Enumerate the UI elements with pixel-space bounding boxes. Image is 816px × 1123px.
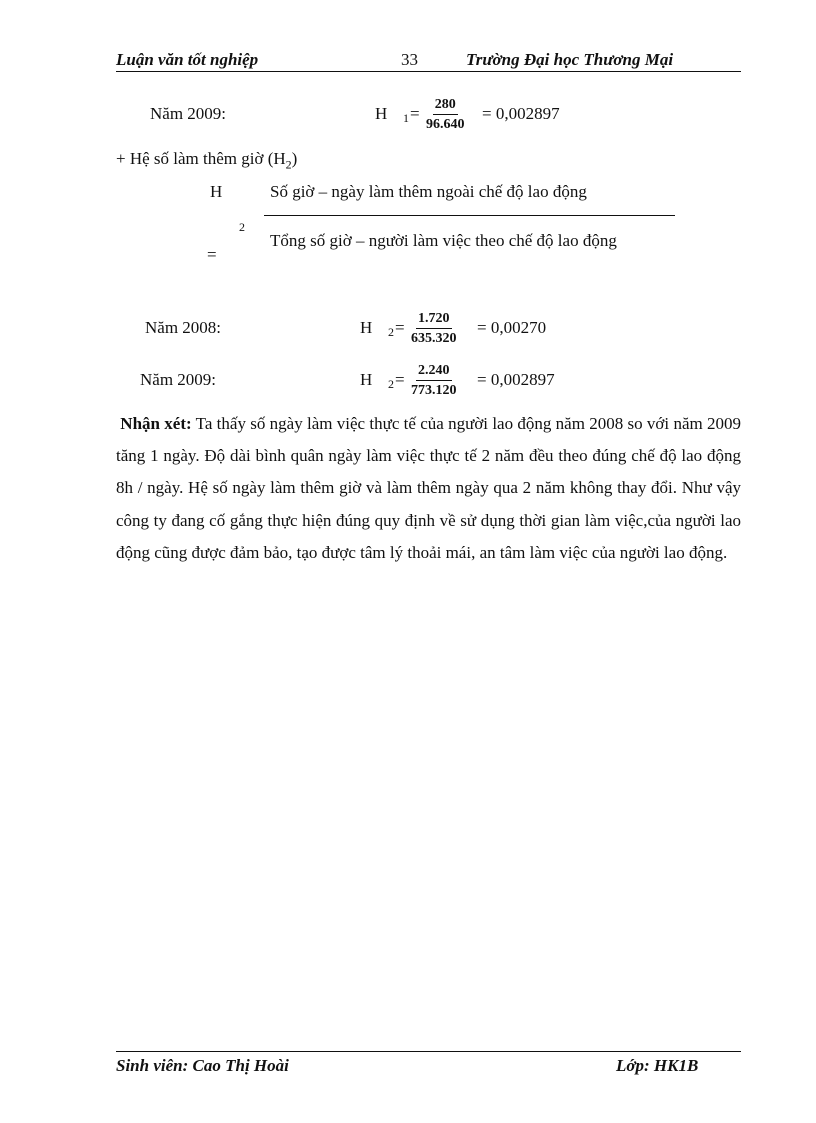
footer-student: Sinh viên: Cao Thị Hoài [116,1056,289,1075]
comment-text: Ta thấy số ngày làm việc thực tế của người lao động năm 2008 so với năm 2009 tăng 1 ngày. Độ dài bình quân ngày làm việc thực tế 2 năm đều theo đúng chế độ lao động 8h / ngày. Hệ số ngày làm thêm giờ và làm thêm ngày qua 2 năm không thay đổi. Như vậy công ty đang cố gắng thực hiện đúng quy định về sử dụng thời gian làm việc,của người lao động cũng được đảm bảo, tạo được tâm lý thoải mái, an tâm làm việc của người lao động. [116,414,742,562]
h2-2008-fraction [411,311,457,346]
h1-2009-denominator: 96.640 [426,117,465,132]
h2-def-eq: = [207,245,217,264]
h1-2009-result: = 0,002897 [482,104,560,123]
h1-2009-numerator: 280 [433,97,458,115]
h1-2009-fraction [426,97,465,132]
h2-def-var: H [210,182,223,201]
comment-paragraph [116,408,741,569]
h2-title-suffix: ) [291,149,298,168]
h2-2009-fraction [411,363,457,398]
h2-2009-denominator: 773.120 [411,383,457,398]
h2-def-denominator: Tổng số giờ – người làm việc theo chế độ lao động [270,231,617,250]
h2-def-sub: 2 [239,220,245,234]
header-left: Luận văn tốt nghiệp [116,50,259,69]
footer-class: Lớp: HK1B [616,1056,699,1075]
h2-title-sub: 2 [285,157,292,172]
h2-2008-result: = 0,00270 [477,318,547,337]
h2-2008-sub: 2 [388,325,394,339]
h2-section-title [116,149,297,172]
h2-2008-eq: = [395,318,405,337]
h1-sub: 1 [403,111,409,125]
h2-2009-numerator: 2.240 [416,363,452,381]
header-rule [116,71,741,72]
h2-2009-sub: 2 [388,377,394,391]
h2-2009-eq: = [395,370,405,389]
footer-rule [116,1051,741,1052]
h2-2009-label: Năm 2009: [140,370,217,389]
h2-def-numerator: Số giờ – ngày làm thêm ngoài chế độ lao động [270,182,587,201]
page-number: 33 [401,50,418,69]
h2-2008-var: H [360,318,373,337]
h2-def-fraction-bar [264,215,675,216]
h2-2008-label: Năm 2008: [145,318,222,337]
h2-title-prefix: + Hệ số làm thêm giờ (H [116,149,286,168]
h1-eq: = [410,104,420,123]
h2-2009-var: H [360,370,373,389]
h2-2009-result: = 0,002897 [477,370,555,389]
h1-2009-label: Năm 2009: [150,104,227,123]
h2-2008-numerator: 1.720 [416,311,452,329]
comment-label: Nhận xét: [120,414,192,433]
h2-2008-denominator: 635.320 [411,331,457,346]
h1-var: H [375,104,388,123]
header-right: Trường Đại học Thương Mại [466,50,674,69]
